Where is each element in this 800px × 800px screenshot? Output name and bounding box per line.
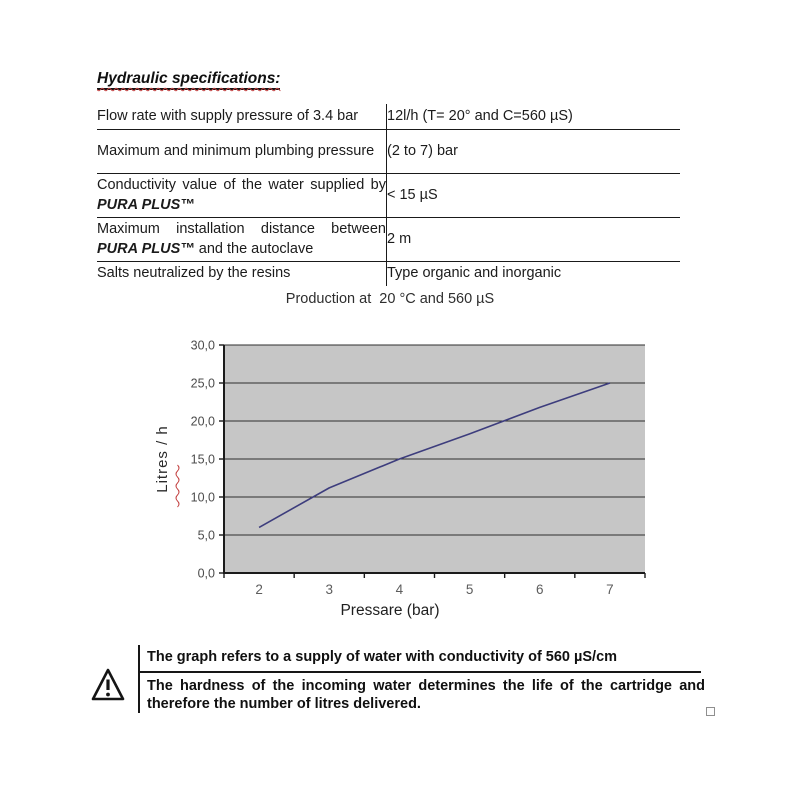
spec-label: Maximum installation distance between PURA PLUS™ and the autoclave <box>97 218 387 262</box>
warning-note-2: The hardness of the incoming water determines the life of the cartridge and therefore the number of litres delivered. <box>147 678 705 713</box>
spec-value: < 15 µS <box>387 174 681 218</box>
spec-value: Type organic and inorganic <box>387 265 562 282</box>
chart-title: Production at 20 °C and 560 µS <box>285 291 495 307</box>
spellcheck-squiggle <box>176 465 179 507</box>
x-tick-label: 2 <box>255 582 263 597</box>
page-title <box>97 70 280 88</box>
table-row <box>97 104 680 130</box>
warning-divider-horizontal <box>138 671 701 673</box>
x-tick-label: 6 <box>535 582 544 597</box>
y-tick-label: 5,0 <box>197 528 215 543</box>
table-row <box>97 174 680 218</box>
x-tick-label: 4 <box>395 582 404 597</box>
image-placeholder-square <box>706 707 715 716</box>
spec-table <box>97 104 680 286</box>
table-row <box>97 262 680 287</box>
page-title-text: Hydraulic specifications: <box>97 70 281 87</box>
y-tick-label: 30,0 <box>190 338 215 353</box>
production-line-chart <box>140 330 660 630</box>
x-tick-label: 3 <box>325 582 334 597</box>
brand-name: PURA PLUS™ <box>97 196 195 213</box>
table-row <box>97 130 680 174</box>
spec-value: 2 m <box>387 218 681 262</box>
warning-triangle-icon <box>91 667 125 708</box>
table-row <box>97 218 680 262</box>
brand-name: PURA PLUS™ <box>97 240 195 257</box>
y-tick-label: 0,0 <box>197 566 215 581</box>
y-axis-title: Litres / h <box>154 425 171 493</box>
x-tick-label: 7 <box>606 582 614 597</box>
y-tick-label: 25,0 <box>190 376 215 391</box>
spec-value: (2 to 7) bar <box>387 130 681 174</box>
spec-label: Flow rate with supply pressure of 3.4 bar <box>97 104 387 130</box>
y-tick-label: 15,0 <box>190 452 215 467</box>
y-tick-label: 20,0 <box>190 414 215 429</box>
spec-label: Salts neutralized by the resins <box>97 262 387 287</box>
x-axis-title: Pressare (bar) <box>340 602 440 619</box>
warning-note-1: The graph refers to a supply of water with conductivity of 560 µS/cm <box>147 649 618 665</box>
spec-value: 12l/h (T= 20° and C=560 µS) <box>387 104 681 130</box>
warning-divider-vertical <box>138 645 140 713</box>
y-tick-label: 10,0 <box>190 490 215 505</box>
spec-label: Conductivity value of the water supplied by PURA PLUS™ <box>97 174 387 218</box>
x-tick-label: 5 <box>465 582 474 597</box>
spec-label: Maximum and minimum plumbing pressure <box>97 130 387 174</box>
